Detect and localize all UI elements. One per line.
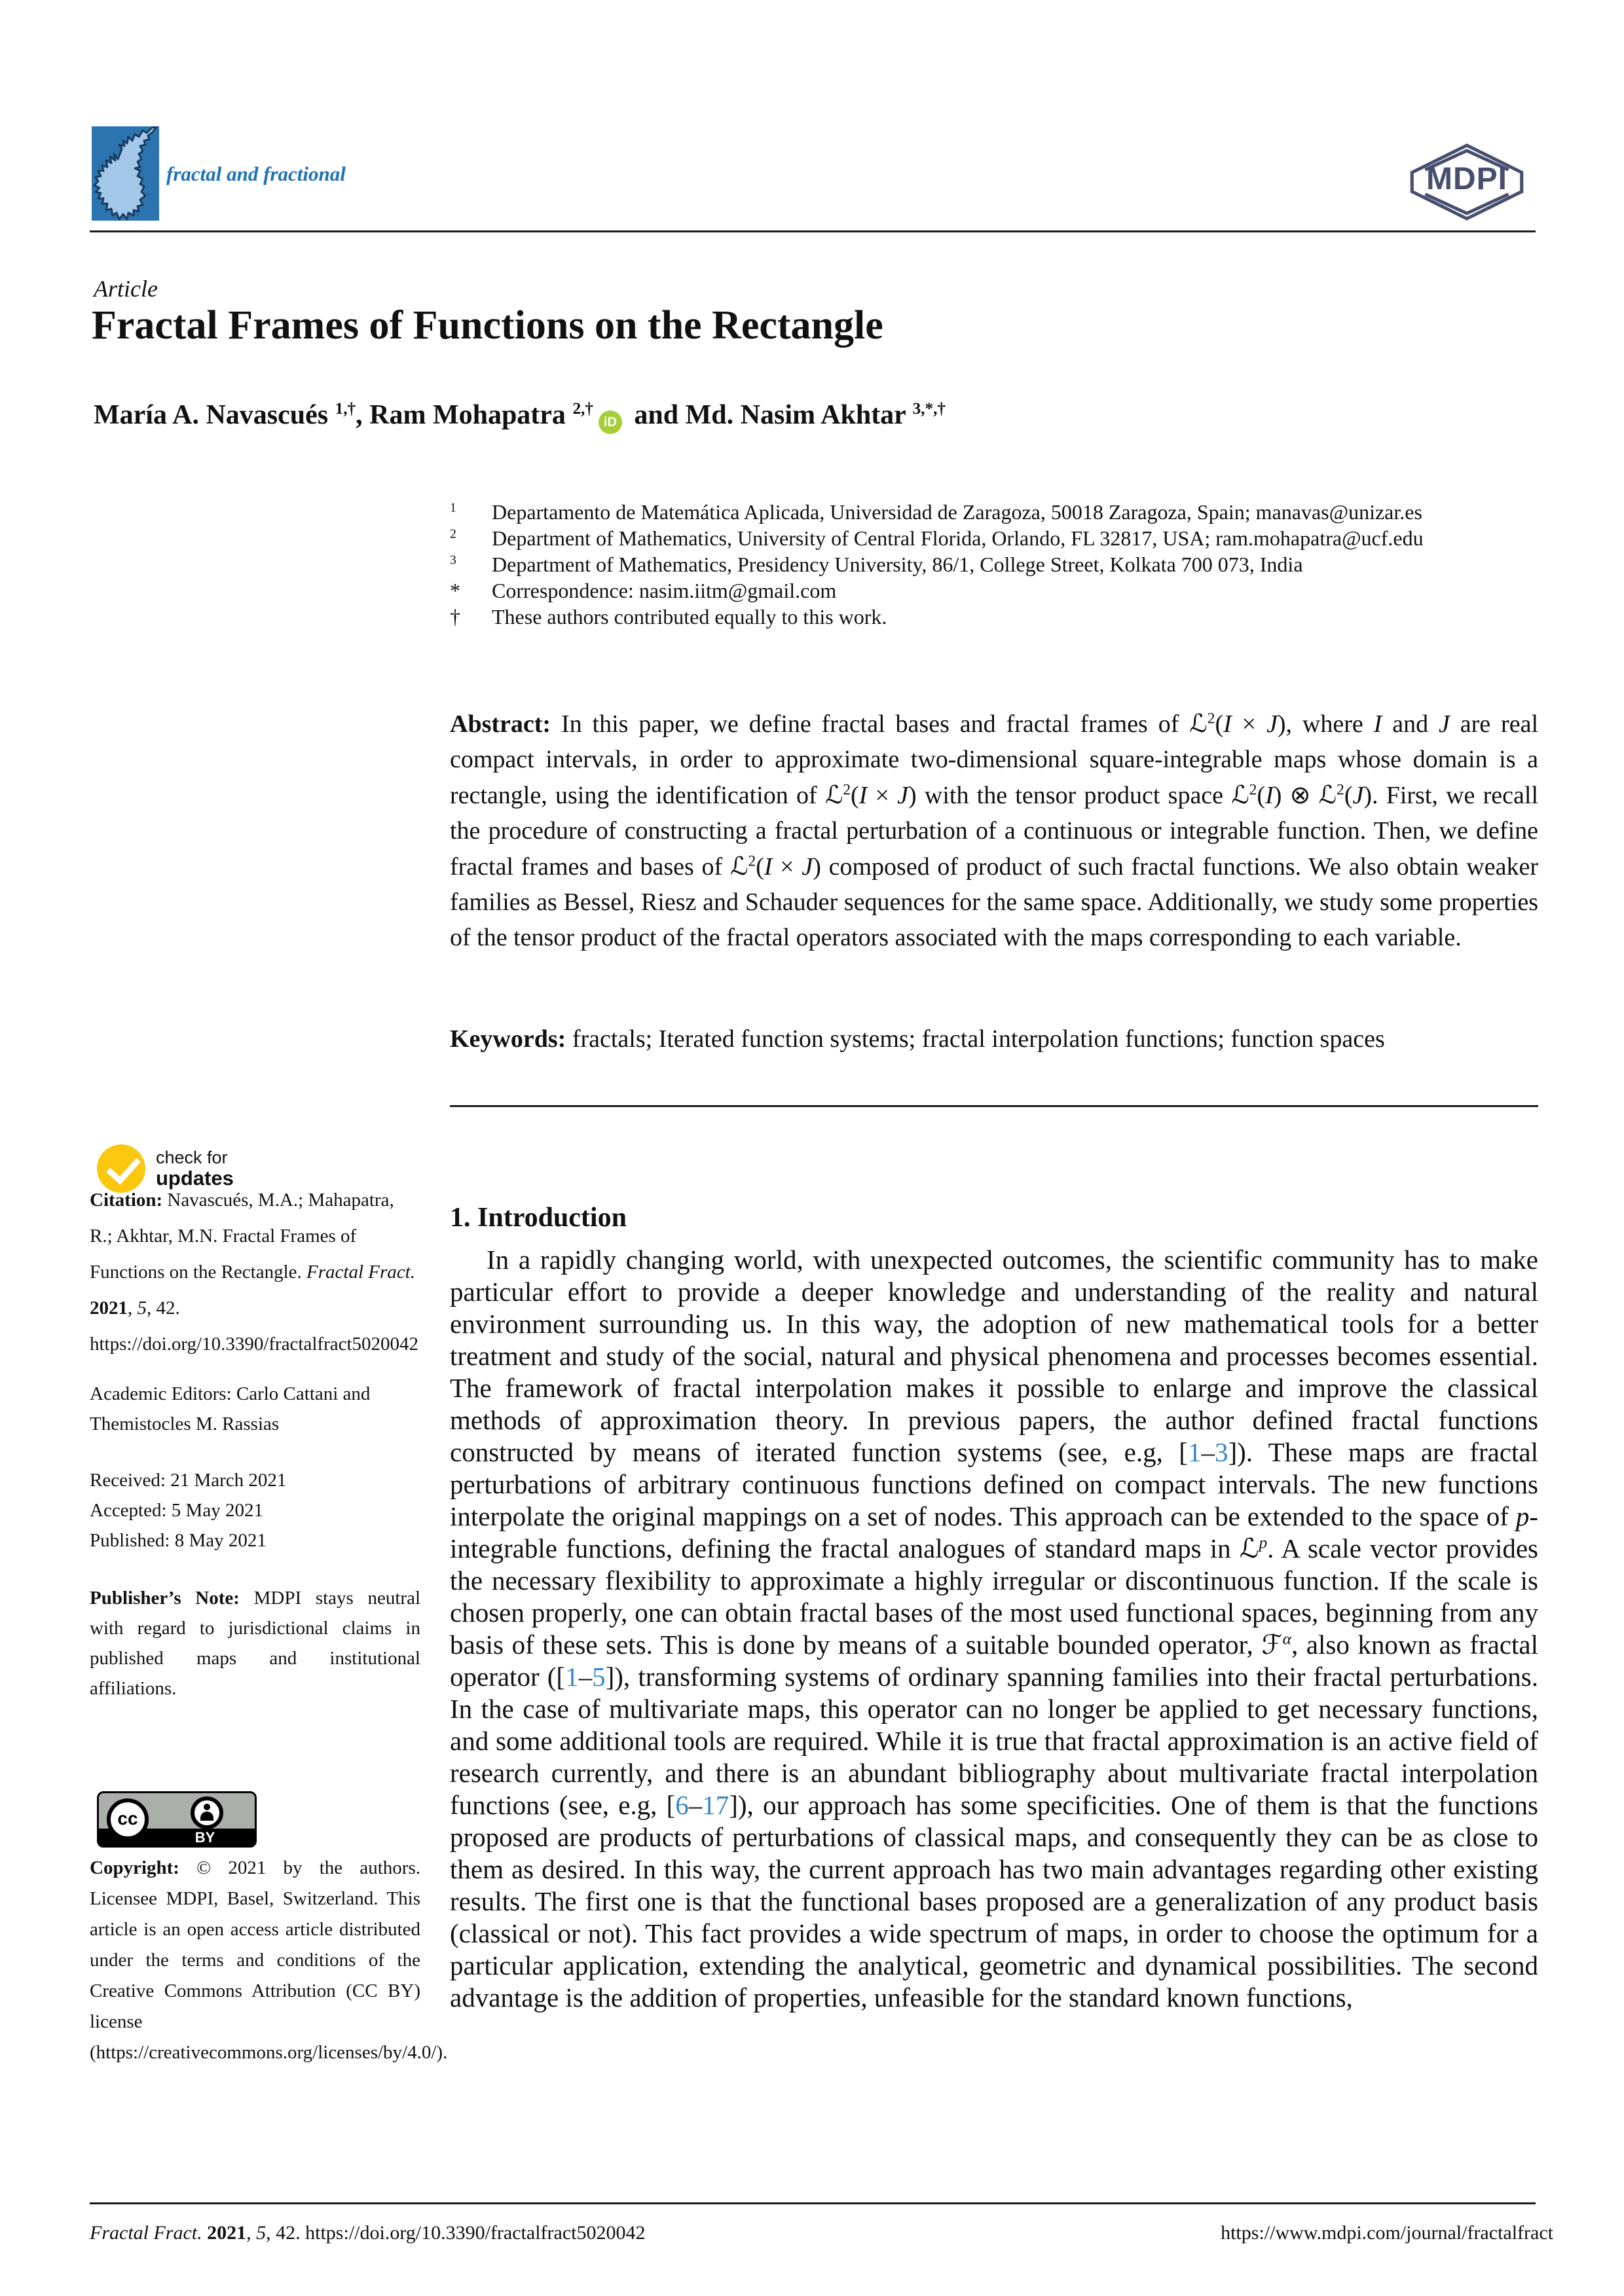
academic-editors: Academic Editors: Carlo Cattani and Themistocles M. Rassias [90,1383,371,1434]
affiliation-marker: † [450,605,460,629]
text-run: María A. Navascués [94,400,335,430]
text-run: , also known as fractal operator ([ [450,1630,1538,1692]
text-run: Fractal Fract. [90,2222,208,2244]
superscript-marker: 2 [1337,781,1344,799]
text-run: I [764,853,773,881]
article-type-label: Article [94,276,158,302]
text-run: × [867,782,898,809]
publishers-note [90,1583,420,1704]
text-run: ]). These maps are fractal perturbations of arbitrary continuous functions defined on compact intervals. The new functions interpolate the original mappings on a set of nodes. This approach can be extended to the space of [450,1437,1538,1531]
text-run: 5 [137,1298,147,1319]
text-run: and [1382,710,1439,738]
superscript-marker: 1,† [335,400,356,418]
superscript-marker: 2 [843,781,851,799]
person-icon [191,1796,223,1829]
text-run: and Md. Nasim Akhtar [627,400,913,430]
affiliation-marker: * [450,579,460,602]
affiliation-text: Department of Mathematics, Presidency University, 86/1, College Street, Kolkata 700 073, India [492,553,1303,576]
received-date: Received: 21 March 2021 [90,1470,287,1491]
journal-fractal-logo [92,126,159,221]
text-run: ( [1215,710,1224,738]
page-title: Fractal Frames of Functions on the Rectangle [92,303,883,348]
text-run: × [772,853,802,881]
text-run: ), where [1277,710,1374,738]
affiliation-text: Department of Mathematics, University of Central Florida, Orlando, FL 32817, USA; ram.mohapatra@ucf.edu [492,526,1424,550]
superscript-marker: 2 [1249,781,1257,799]
text-run: ( [1257,782,1266,809]
superscript-marker: p [1259,1533,1268,1552]
affiliation-marker: 3 [450,553,456,568]
cc-by-license-badge [97,1791,257,1848]
reference-link[interactable]: 6 [675,1790,689,1820]
superscript-marker: 3,*,† [912,400,946,418]
accepted-date: Accepted: 5 May 2021 [90,1500,263,1521]
affiliation-marker: 1 [450,500,456,515]
text-run: , 42. https://doi.org/10.3390/fractalfract5020042 [266,2222,646,2244]
reference-link[interactable]: 17 [702,1790,729,1820]
affiliation-item [450,604,1537,630]
footer-citation [90,2222,646,2244]
text-run: ) with the tensor product space [908,782,1232,809]
abstract [450,706,1538,955]
text-run: I [858,782,868,809]
text-run: ). First, we recall the procedure of constructing a fractal perturbation of a continuous or integrable function. Then, we define fractal frames and bases of [450,782,1538,881]
text-run: ℒ [1189,709,1208,738]
text-run: ) [1273,782,1290,809]
reference-link[interactable]: 1 [1187,1437,1202,1467]
text-run: ( [850,782,859,809]
text-run: I [1265,782,1274,809]
text-run: 5 [256,2222,267,2244]
footer-journal-url: https://www.mdpi.com/journal/fractalfract [1221,2222,1553,2244]
text-run: In a rapidly changing world, with unexpected outcomes, the scientific community has to make particular effort to provide a deeper knowledge and understanding of the reality and natural environment surrounding us. In this way, the adoption of new mathematical tools for a better treatment and study of the social, natural and physical phenomena and processes becomes essential. The framework of fractal interpolation makes it possible to enlarge and improve the classical methods of approximation theory. In previous papers, the author defined fractal functions constructed by means of iterated function systems (see, e.g, [ [450,1245,1538,1467]
keywords-text: fractals; Iterated function systems; fractal interpolation functions; function spaces [572,1025,1385,1053]
citation-block [90,1182,420,1362]
text-run: 2021 [207,2222,247,2244]
reference-link[interactable]: 5 [592,1662,606,1692]
reference-link[interactable]: 3 [1214,1437,1228,1467]
affiliations-list [450,499,1537,630]
text-run: Citation: [90,1190,168,1211]
header-rule [90,230,1536,232]
footer-rule [90,2202,1536,2204]
footer [90,2222,1553,2244]
text-run: p [1515,1501,1530,1531]
text-run: ]), transforming systems of ordinary spanning families into their fractal perturbations. In the case of multivariate maps, this operator can no longer be applied to get necessary functions, and some additional tools are required. While it is true that fractal approximation is an active field of research currently, and there is an abundant bibliography about multivariate fractal interpolation functions (see, e.g, [ [450,1662,1538,1820]
text-run: J [897,782,909,809]
keywords [450,1021,1538,1057]
text-run [1310,782,1318,809]
text-run: – [1201,1437,1215,1467]
checkmark-icon [106,1149,141,1184]
text-run: J [1266,710,1278,738]
check-for-updates-label: check for updates [156,1148,234,1190]
affiliation-item [450,577,1537,604]
superscript-marker: 2 [1207,710,1215,727]
text-run: ]), our approach has some specificities. One of them is that the functions proposed are products of perturbations of classical maps, and consequently they can be as close to them as desired. In this way, the current approach has two main advantages regarding other existing results. The first one is that the functional bases proposed are a generalization of any product basis (classical or not). This fact provides a wide spectrum of maps, in order to choose the optimum for a particular application, extending the analytical, geometric and dynamical possibilities. The second advantage is the addition of properties, unfeasible for the standard known functions, [450,1790,1538,2013]
copyright-block [90,1853,448,2068]
affiliation-text: These authors contributed equally to this work. [492,605,887,629]
text-run: J [802,853,813,881]
text-run: ℒ [1231,780,1249,809]
text-run: ( [1344,782,1353,809]
text-run: 2021 [90,1298,128,1319]
text-run: , 42. https://doi.org/10.3390/fractalfract5020042 [90,1298,419,1355]
reference-link[interactable]: 1 [565,1662,579,1692]
text-run: I [1223,710,1232,738]
text-run: , Ram Mohapatra [356,400,573,430]
text-run: In this paper, we define fractal bases and fractal frames of [561,710,1190,738]
text-run: ( [756,853,764,881]
text-run: ) composed of product of such fractal functions. We also obtain weaker families as Bessel, Riesz and Schauder sequences for the same space. Additionally, we study some properties of the tensor product of the fractal operators associated with the maps corresponding to each variable. [450,853,1538,951]
text-run: © 2021 by the authors. Licensee MDPI, Basel, Switzerland. This article is an open access article distributed under the terms and conditions of the Creative Commons Attribution (CC BY) license (https://creativecommons.org/licenses/by/4.0/). [90,1857,448,2063]
introduction-paragraph [450,1244,1538,2014]
text-run: -integrable functions, defining the fractal analogues of standard maps in [450,1501,1538,1563]
text-run: – [688,1790,703,1820]
authors-line [94,399,1534,434]
text-run: MDPI stays neutral with regard to jurisdictional claims in published maps and institutional affiliations. [90,1588,421,1699]
text-run: J [1352,782,1364,809]
history-dates [90,1465,420,1556]
cc-icon: cc [107,1798,149,1840]
text-run: , [128,1298,138,1319]
published-date: Published: 8 May 2021 [90,1530,267,1551]
cc-by-label: BY [194,1829,215,1846]
text-run: × [1231,710,1266,738]
text-run: Navascués, M.A.; Mahapatra, R.; Akhtar, M.N. Fractal Frames of Functions on the Rectangle. [90,1190,394,1283]
text-run: , [246,2222,257,2244]
text-run: ℒ [1239,1533,1259,1564]
keywords-rule [450,1105,1538,1107]
superscript-marker: 2 [748,852,756,870]
affiliation-item [450,499,1537,525]
affiliation-item [450,525,1537,551]
text-run: are real compact intervals, in order to approximate two-dimensional square-integrable maps whose domain is a rectangle, using the identification of [450,710,1539,809]
text-run: Publisher’s Note: [90,1588,254,1609]
superscript-marker: 2,† [572,400,593,418]
mdpi-logo-text: MDPI [1426,162,1507,196]
affiliation-text: Departamento de Matemática Aplicada, Universidad de Zaragoza, 50018 Zaragoza, Spain; manavas@unizar.es [492,500,1422,524]
journal-name: fractal and fractional [166,162,346,185]
text-run: . A scale vector provides the necessary flexibility to approximate a highly irregular or discontinuous function. If the scale is chosen properly, one can obtain fractal bases of the most used functional spaces, beginning from any basis of these sets. This is done by means of a suitable bounded operator, [450,1533,1538,1660]
text-run: ⊗ [1289,780,1311,809]
text-run: J [1439,710,1450,738]
text-run: ℱ [1261,1629,1283,1660]
text-run: ℒ [729,852,748,881]
affiliation-item [450,551,1537,577]
section-heading-introduction: 1. Introduction [450,1203,627,1233]
text-run: – [578,1662,593,1692]
text-run: ℒ [1318,780,1337,809]
text-run: I [1373,710,1382,738]
affiliation-text: Correspondence: nasim.iitm@gmail.com [492,579,837,602]
text-run: Abstract: [450,710,561,738]
affiliation-marker: 2 [450,526,456,541]
text-run: Fractal Fract. [306,1262,415,1283]
superscript-marker: α [1282,1630,1291,1649]
orcid-icon[interactable]: iD [599,410,622,434]
text-run: Copyright: [90,1857,197,1878]
keywords-label: Keywords: [450,1025,572,1053]
text-run: ℒ [824,780,843,809]
